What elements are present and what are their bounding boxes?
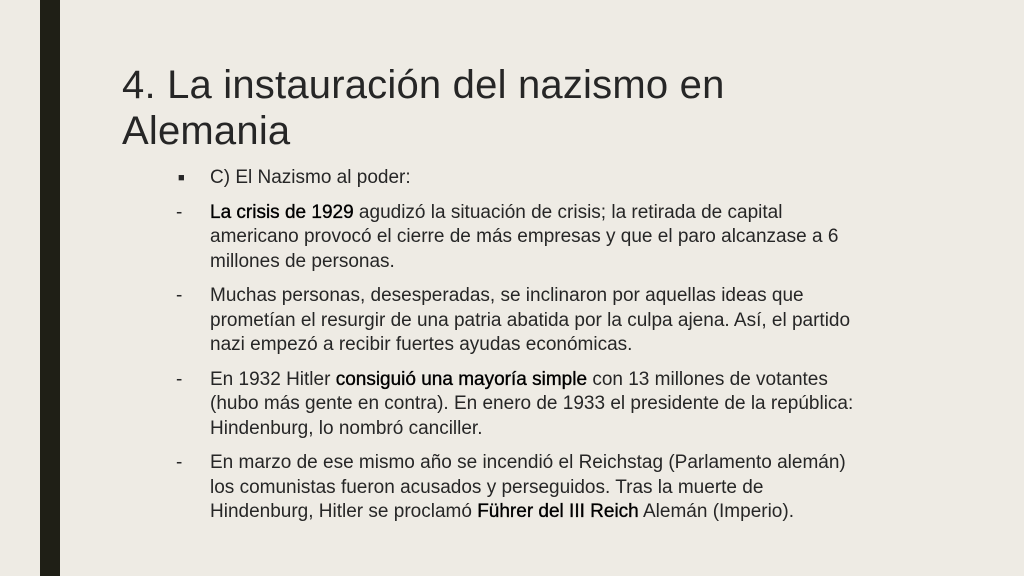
list-item-text xyxy=(210,284,872,358)
list-item xyxy=(172,201,872,275)
list-item xyxy=(172,368,872,442)
dash-bullet-icon: - xyxy=(176,285,183,306)
list-item-text xyxy=(210,166,872,191)
text-segment: C) El Nazismo al poder: xyxy=(210,167,411,188)
text-segment: Muchas personas, desesperadas, se inclinaron por aquellas ideas que prometían el resurgir de una patria abatida por la culpa ajena. Así, el partido nazi empezó a recibir fuertes ayudas económicas. xyxy=(210,285,851,355)
text-segment: En marzo de ese mismo año se incendió el Reichstag (Parlamento alemán) los comunistas fueron acusados y perseguidos. Tras la muerte de Hindenburg, Hitler se proclamó xyxy=(210,452,846,522)
list-item-text xyxy=(210,368,872,442)
list-item xyxy=(172,451,872,525)
text-segment: En 1932 Hitler xyxy=(210,368,336,390)
text-segment: Alemán (Imperio). xyxy=(638,501,794,522)
text-segment: con 13 millones de votantes (hubo más gente en contra). En enero de 1933 el presidente de la república: Hindenburg, lo nombró canciller. xyxy=(210,368,854,439)
emphasis-text: Führer del III Reich xyxy=(477,501,639,522)
list-item-text xyxy=(210,201,872,275)
emphasis-text: La crisis de 1929 xyxy=(210,201,354,223)
dash-bullet-icon: - xyxy=(176,368,183,390)
square-bullet-icon: ■ xyxy=(178,172,185,184)
bullet-list xyxy=(172,166,872,535)
dash-bullet-icon: - xyxy=(176,201,183,223)
emphasis-text: consiguió una mayoría simple xyxy=(335,368,588,390)
text-segment: agudizó la situación de crisis; la retirada de capital americano provocó el cierre de más empresas y que el paro alcanzase a 6 millones de personas. xyxy=(210,201,839,272)
list-item-text xyxy=(210,451,872,525)
slide-title: 4. La instauración del nazismo en Alemania xyxy=(122,63,725,153)
list-item xyxy=(172,284,872,358)
accent-bar xyxy=(40,0,60,576)
dash-bullet-icon: - xyxy=(176,452,183,473)
list-item xyxy=(172,166,872,191)
